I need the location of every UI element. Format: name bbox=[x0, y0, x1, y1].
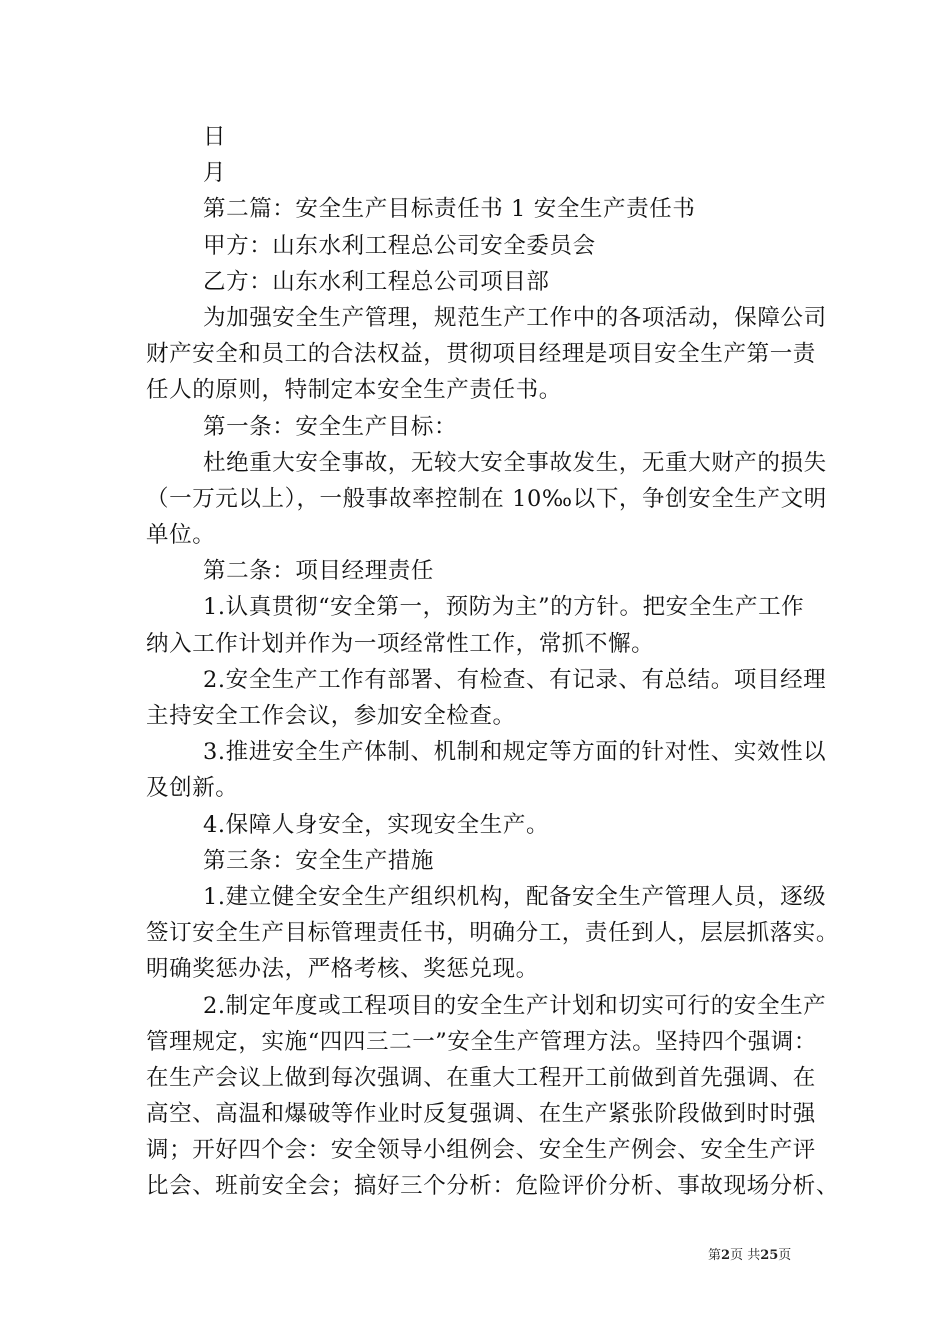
text-line: 高空、高温和爆破等作业时反复强调、在生产紧张阶段做到时时强 bbox=[146, 1101, 816, 1128]
text-line: 4.保障人身安全，实现安全生产。 bbox=[203, 811, 550, 838]
text-line: 纳入工作计划并作为一项经常性工作，常抓不懈。 bbox=[146, 630, 655, 657]
text-line: 2.安全生产工作有部署、有检查、有记录、有总结。项目经理 bbox=[203, 666, 827, 693]
text-line: 2.制定年度或工程项目的安全生产计划和切实可行的安全生产 bbox=[203, 992, 827, 1019]
text-line: 1.认真贯彻“安全第一，预防为主”的方针。把安全生产工作 bbox=[203, 594, 805, 621]
text-line: 3.推进安全生产体制、机制和规定等方面的针对性、实效性以 bbox=[203, 739, 827, 766]
text-line: 乙方：山东水利工程总公司项目部 bbox=[203, 268, 550, 295]
text-line: 任人的原则，特制定本安全生产责任书。 bbox=[146, 377, 562, 404]
text-line: （一万元以上），一般事故率控制在 10‰以下，争创安全生产文明 bbox=[146, 485, 827, 512]
text-line: 比会、班前安全会；搞好三个分析：危险评价分析、事故现场分析、 bbox=[146, 1173, 840, 1200]
text-line: 及创新。 bbox=[146, 775, 239, 802]
text-line: 第三条：安全生产措施 bbox=[203, 847, 435, 874]
text-line: 日 bbox=[203, 124, 227, 150]
footer-suffix: 页 bbox=[778, 1248, 792, 1263]
text-line: 第一条：安全生产目标： bbox=[203, 413, 458, 440]
text-line: 财产安全和员工的合法权益，贯彻项目经理是项目安全生产第一责 bbox=[146, 341, 816, 368]
text-line: 单位。 bbox=[146, 522, 216, 549]
text-line: 为加强安全生产管理，规范生产工作中的各项活动，保障公司 bbox=[203, 304, 827, 331]
footer-middle: 页 共 bbox=[730, 1248, 761, 1263]
document-body bbox=[146, 119, 840, 1205]
text-line: 第二条：项目经理责任 bbox=[203, 558, 435, 585]
text-line: 明确奖惩办法，严格考核、奖惩兑现。 bbox=[146, 956, 539, 983]
text-line: 1.建立健全安全生产组织机构，配备安全生产管理人员，逐级 bbox=[203, 883, 827, 910]
text-line: 签订安全生产目标管理责任书，明确分工，责任到人，层层抓落实。 bbox=[146, 920, 840, 947]
footer-prefix: 第 bbox=[708, 1248, 722, 1263]
text-line: 管理规定，实施“四四三二一”安全生产管理方法。坚持四个强调： bbox=[146, 1028, 818, 1055]
text-line: 在生产会议上做到每次强调、在重大工程开工前做到首先强调、在 bbox=[146, 1064, 816, 1091]
page-number-indicator bbox=[708, 1248, 791, 1264]
total-pages-number: 25 bbox=[760, 1248, 779, 1263]
current-page-number: 2 bbox=[721, 1248, 731, 1263]
text-line: 甲方：山东水利工程总公司安全委员会 bbox=[203, 232, 596, 259]
text-line: 杜绝重大安全事故，无较大安全事故发生，无重大财产的损失 bbox=[203, 449, 827, 476]
text-line: 主持安全工作会议，参加安全检查。 bbox=[146, 703, 516, 729]
text-line: 第二篇：安全生产目标责任书 1 安全生产责任书 bbox=[203, 196, 696, 223]
text-line: 调；开好四个会：安全领导小组例会、安全生产例会、安全生产评 bbox=[146, 1137, 816, 1164]
text-line: 月 bbox=[203, 160, 227, 187]
